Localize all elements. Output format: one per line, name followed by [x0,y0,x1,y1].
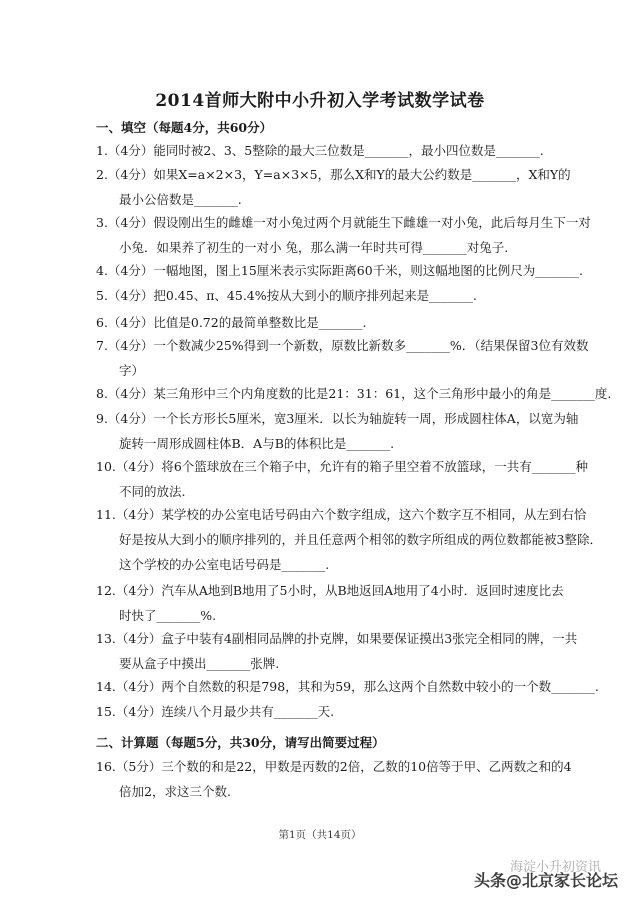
section-heading-calculation: 二、计算题（每题5分，共30分，请写出简要过程） [96,735,385,750]
question-14 [96,674,599,699]
question-line: 11.（4分）某学校的办公室电话号码由六个数字组成，这六个数字互不相同，从左到右恰 [96,507,587,522]
question-line: 旋转一周形成圆柱体B．A与B的体积比是_______. [119,436,395,451]
page-title: 2014首师大附中小升初入学考试数学试卷 [155,91,485,111]
question-line: 这个学校的办公室电话号码是_______. [119,557,330,572]
watermark-line1: 海淀小升初资讯 [510,860,602,875]
question-line: 6.（4分）比值是0.72的最简单整数比是_______. [96,315,367,330]
question-2 [96,162,571,212]
question-7 [96,333,589,383]
question-line: 2.（4分）如果X=a×2×3，Y=a×3×5，那么X和Y的最大公约数是_______，X和Y的 [96,167,571,182]
question-line: 最小公倍数是_______. [119,192,242,207]
question-6 [96,310,548,335]
page-footer: 第1页（共14页） [278,829,362,841]
question-line: 4.（4分）一幅地图，图上15厘米表示实际距离60千米，则这幅地图的比例尺为_______. [96,263,583,278]
question-5 [96,283,548,308]
question-line: 3.（4分）假设刚出生的雌雄一对小兔过两个月就能生下雌雄一对小兔，此后每月生下一对 [96,215,591,230]
question-9 [96,406,579,456]
question-4 [96,258,583,283]
question-line: 不同的放法. [119,484,186,499]
question-13 [96,626,578,676]
question-line: 16.（5分）三个数的和是22，甲数是丙数的2倍，乙数的10倍等于甲、乙两数之和的4 [96,759,572,774]
question-15 [96,699,548,724]
question-line: 12.（4分）汽车从A地到B地用了5小时，从B地返回A地用了4小时．返回时速度比去 [96,583,564,598]
question-1 [96,138,548,163]
section-heading-fill-in: 一、填空（每题4分，共60分） [96,120,273,135]
question-line: 14.（4分）两个自然数的积是798，其和为59，那么这两个自然数中较小的一个数_______. [96,679,599,694]
question-line: 时快了_______%. [119,608,217,623]
question-line: 要从盒子中摸出_______张牌. [119,656,280,671]
question-10 [96,454,589,504]
question-line: 倍加2，求这三个数. [119,784,231,799]
question-line: 7.（4分）一个数减少25%得到一个新数，原数比新数多_______%．（结果保留3位有效数 [96,338,589,353]
question-line: 好是按从大到小的顺序排列的，并且任意两个相邻的数字所组成的两位数都能被3整除． [119,532,602,547]
question-line: 字） [119,363,145,378]
question-16 [96,754,572,804]
question-line: 小兔．如果养了初生的一对小 兔，那么满一年时共可得_______对兔子. [119,240,509,255]
question-line: 5.（4分）把0.45、π、45.4%按从大到小的顺序排列起来是_______. [96,288,477,303]
watermark [474,860,634,896]
question-line: 9.（4分）一个长方形长5厘米，宽3厘米．以长为轴旋转一周，形成圆柱体A，以宽为轴 [96,411,579,426]
watermark-line2: 头条@北京家长论坛 [474,871,619,890]
question-8 [96,381,612,406]
question-line: 15.（4分）连续八个月最少共有_______天. [96,704,335,719]
question-line: 13.（4分）盒子中装有4副相同品牌的扑克牌，如果要保证摸出3张完全相同的牌，一共 [96,631,578,646]
question-line: 1.（4分）能同时被2、3、5整除的最大三位数是_______，最小四位数是_______. [96,143,544,158]
question-12 [96,578,564,628]
question-line: 8.（4分）某三角形中三个内角度数的比是21：31：61，这个三角形中最小的角是_______度. [96,386,612,401]
question-3 [96,210,591,260]
question-11 [96,502,602,577]
question-line: 10.（4分）将6个篮球放在三个箱子中，允许有的箱子里空着不放篮球，一共有_______种 [96,459,589,474]
